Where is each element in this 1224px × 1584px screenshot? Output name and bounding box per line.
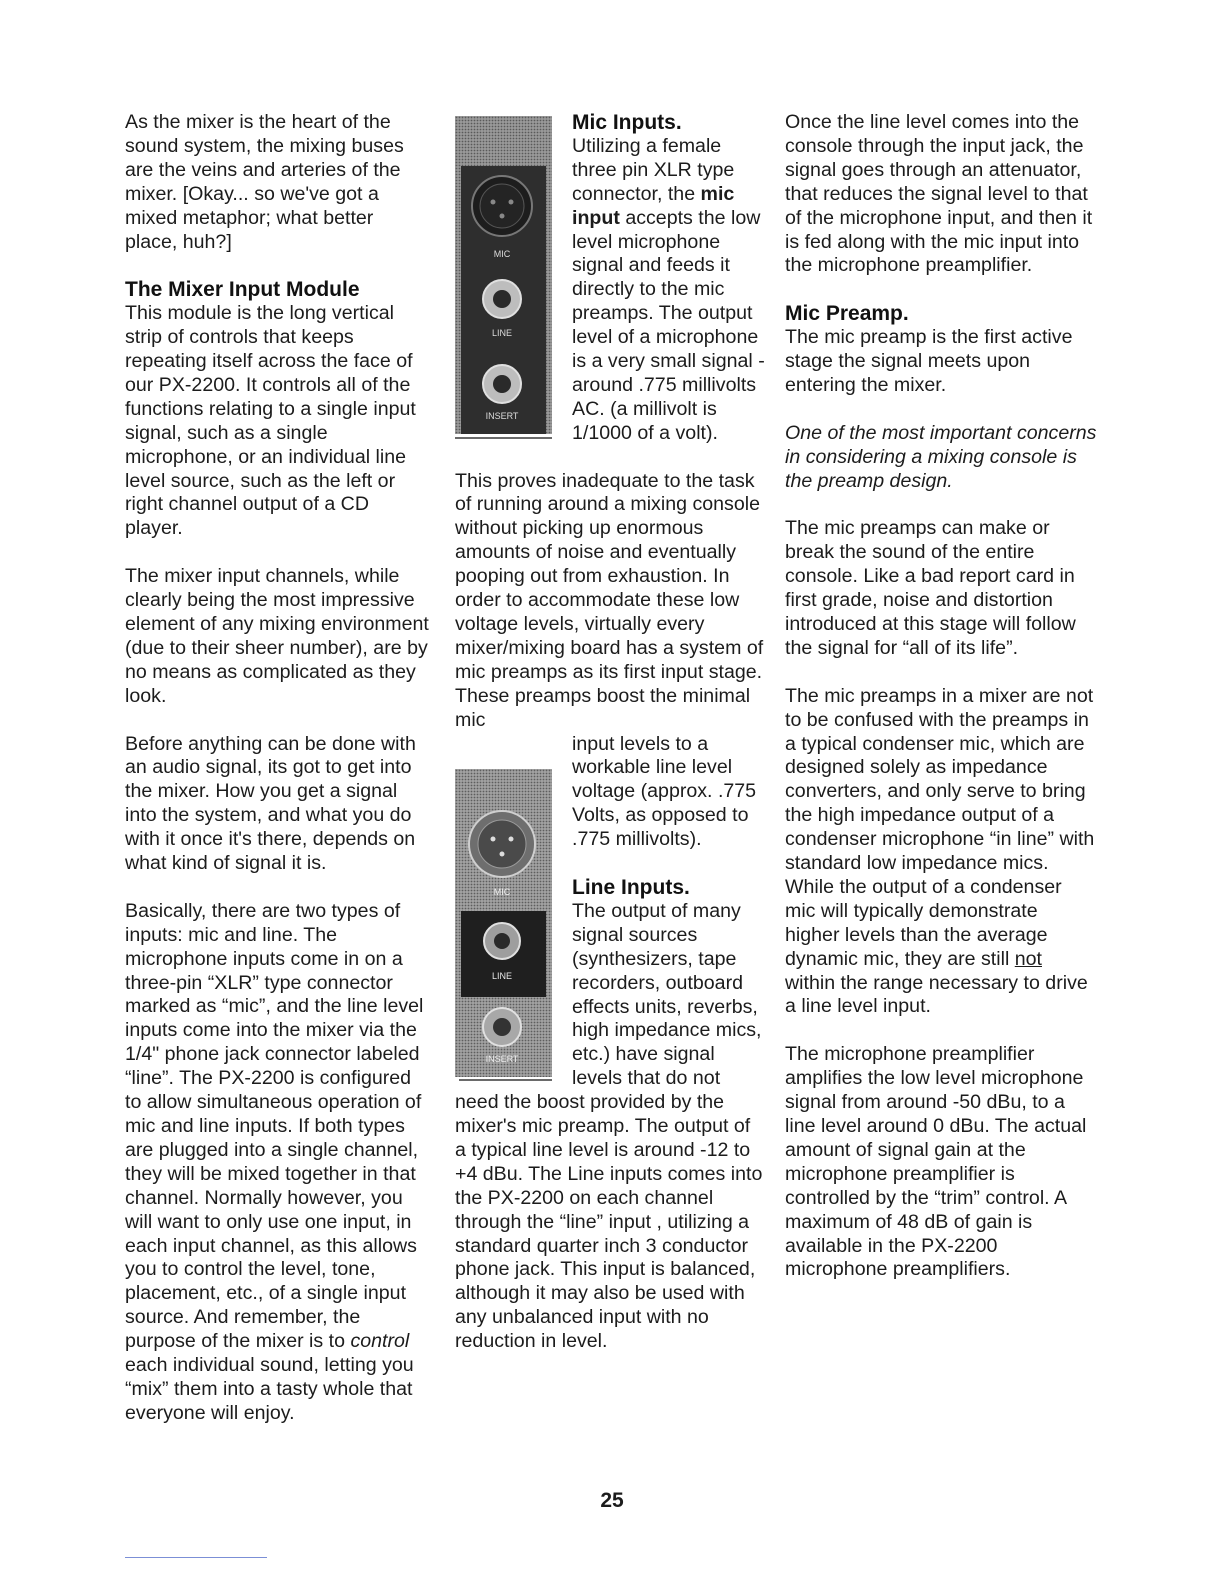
break-paragraph: The mic preamps can make or break the sound of the entire console. Like a bad report card in first grade, noise and distortion introduced at this stage will follow the signal for “all of its life”. <box>785 517 1076 659</box>
mic-text-end: accepts the low level microphone signal and feeds it directly to the mic preamps. The output level of a microphone is a very small signal -around .775 millivolts AC. (a millivolt is 1/1000 of a volt). <box>572 206 765 444</box>
panel-label-line-2: LINE <box>491 970 513 981</box>
proves-paragraph: This proves inadequate to the task of running around a mixing console without picking up enormous amounts of noise and eventually pooping out from exhaustion. In order to accommodate these low voltage levels, virtually every mixer/mixing board has a system of mic preamps as its first input stage. These preamps boost the minimal mic <box>455 469 764 731</box>
footer-rule <box>125 1557 267 1558</box>
channels-paragraph: The mixer input channels, while clearly being the most impressive element of any mixing environment (due to their sheer number), are by no means as complicated as they look. <box>125 565 429 707</box>
heading-mic-preamp: Mic Preamp. <box>785 302 909 326</box>
basically-text-end: each individual sound, letting you “mix” them into a tasty whole that everyone will enjoy. <box>125 1354 414 1424</box>
panel-label-mic: MIC <box>493 249 511 259</box>
intro-paragraph: As the mixer is the heart of the sound system, the mixing buses are the veins and arteries of the mixer. [Okay... so we've got a mixed metaphor; what better place, huh?] <box>125 111 404 253</box>
heading-mixer-input-module: The Mixer Input Module <box>125 278 360 302</box>
proves-continuation: input levels to a workable line level voltage (approx. .775 Volts, as opposed to .775 millivolts). <box>572 732 757 851</box>
mic-inputs-block <box>455 111 765 470</box>
column-right <box>785 111 1097 1306</box>
column-middle <box>455 111 765 1354</box>
confused-text-start: The mic preamps in a mixer are not to be confused with the preamps in a typical condenser mic, which are designed solely as impedance converters, and only serve to bring the high impedance output of a condenser microphone “in line” with standard low impedance mics. While the output of a condenser mic will typically demonstrate higher levels than the average dynamic mic, they are still <box>785 684 1095 970</box>
once-paragraph: Once the line level comes into the console through the input jack, the signal goes through an attenuator, that reduces the signal level to that of the microphone input, and then it is fed along with the mic input into the microphone preamplifier. <box>785 111 1093 277</box>
mic-input-bold: mic input <box>572 182 735 229</box>
basically-emphasis: control <box>350 1330 410 1353</box>
heading-line-inputs: Line Inputs. <box>572 875 690 899</box>
panel-label-mic-2: MIC <box>493 886 511 897</box>
column-left <box>125 111 430 1450</box>
panel-label-insert-2: INSERT <box>485 1053 519 1064</box>
page-number: 25 <box>600 1489 624 1512</box>
channel-strip-photo-bottom <box>455 769 552 1087</box>
heading-mic-inputs: Mic Inputs. <box>572 111 682 134</box>
panel-label-line: LINE <box>491 328 513 338</box>
channel-strip-image-2 <box>455 769 552 1087</box>
confused-paragraph <box>785 685 1097 1020</box>
preamplifier-paragraph: The microphone preamplifier amplifies the low level microphone signal from around -50 dBu, to a line level around 0 dBu. The actual amount of signal gain at the microphone preamplifier is controlled by the “trim” control. A maximum of 48 dB of gain is available in the PX-2200 microphone preamplifiers. <box>785 1043 1087 1281</box>
line-inputs-paragraph: The output of many signal sources (synthesizers, tape recorders, outboard effects units, reverbs, high impedance mics, etc.) have signal levels that do not need the boost provided by the mixer's mic preamp. The output of a typical line level is around -12 to +4 dBu. The Line inputs comes into the PX-2200 on each channel through the “line” input , utilizing a standard quarter inch 3 conductor phone jack. This input is balanced, although it may also be used with any unbalanced input with no reduction in level. <box>455 899 763 1353</box>
panel-label-insert: INSERT <box>485 411 519 421</box>
italic-paragraph: One of the most important concerns in considering a mixing console is the preamp design. <box>785 421 1097 492</box>
basically-paragraph <box>125 900 430 1426</box>
before-paragraph: Before anything can be done with an audio signal, its got to get into the mixer. How you get a signal into the system, and what you do with it once it's there, depends on what kind of signal it is. <box>125 732 416 875</box>
module-paragraph: This module is the long vertical strip of controls that keeps repeating itself across the face of our PX-2200. It controls all of the functions relating to a single input signal, such as a single microphone, or an individual line level source, such as the left or right channel output of a CD player. <box>125 302 416 540</box>
confused-text-end: within the range necessary to drive a line level input. <box>785 971 1088 1018</box>
basically-text-start: Basically, there are two types of inputs: mic and line. The microphone inputs come in on a three-pin “XLR” type connector marked as “mic”, and the line level inputs come into the mixer via the 1/4" phone jack connector labeled “line”. The PX-2200 is configured to allow simultaneous operation of mic and line inputs. If both types are plugged into a single channel, they will be mixed together in that channel. Normally however, you will want to only use one input, in each input channel, as this allows you to control the level, tone, placement, etc., of a single input source. And remember, the purpose of the mixer is to <box>125 899 424 1353</box>
line-inputs-block <box>455 733 765 1355</box>
preamp-paragraph: The mic preamp is the first active stage the signal meets upon entering the mixer. <box>785 326 1073 396</box>
channel-strip-photo-top <box>455 116 552 444</box>
channel-strip-image <box>455 116 552 444</box>
mic-text-start: Utilizing a female three pin XLR type connector, the <box>572 134 735 205</box>
confused-underline: not <box>1014 947 1042 970</box>
